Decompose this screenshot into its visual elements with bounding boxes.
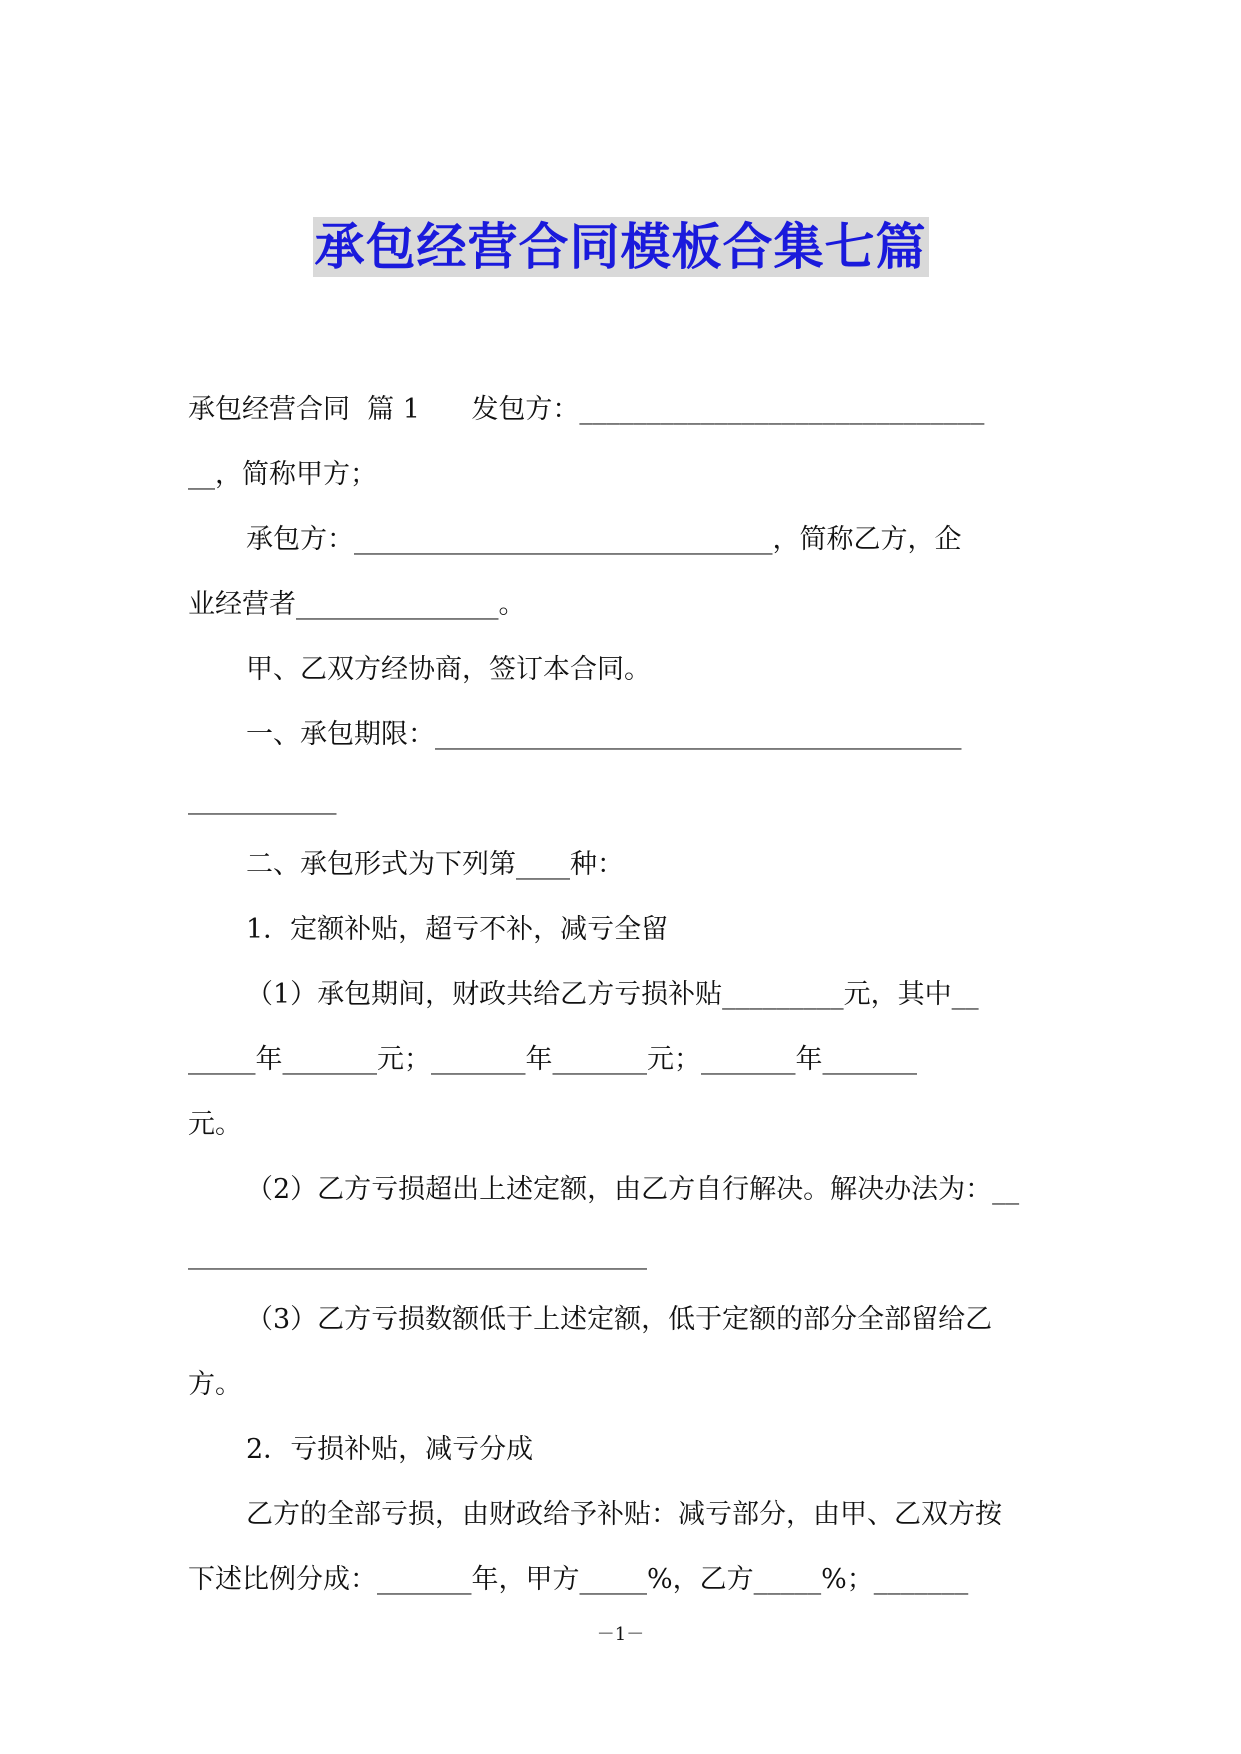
body-line: （3）乙方亏损数额低于上述定额，低于定额的部分全部留给乙 <box>246 1304 993 1335</box>
body-line: 甲、乙双方经协商，签订本合同。 <box>246 654 651 685</box>
body-line: __，简称甲方； <box>188 459 377 490</box>
body-line: 下述比例分成：_______年，甲方_____%，乙方_____%；_______ <box>188 1564 969 1595</box>
body-line: 方。 <box>188 1369 242 1400</box>
body-line: 业经营者_______________。 <box>188 589 526 620</box>
body-line: __________________________________ <box>188 1239 647 1270</box>
body-line: 承包经营合同 篇 1 发包方：______________________________ <box>188 394 985 425</box>
body-line: 二、承包形式为下列第____种： <box>246 849 624 880</box>
page-number: －1－ <box>596 1624 645 1645</box>
body-line: 1．定额补贴，超亏不补，减亏全留 <box>246 914 669 945</box>
title-container <box>0 217 1241 277</box>
body-line: 2．亏损补贴，减亏分成 <box>246 1434 534 1465</box>
body-line: （1）承包期间，财政共给乙方亏损补贴_________元，其中__ <box>246 979 979 1010</box>
body-line: 一、承包期限：_______________________________________ <box>246 719 962 750</box>
body-line: 元。 <box>188 1109 242 1140</box>
body-line: 承包方：_______________________________，简称乙方，企 <box>246 524 962 555</box>
document-title: 承包经营合同模板合集七篇 <box>314 218 927 276</box>
body-line: （2）乙方亏损超出上述定额，由乙方自行解决。解决办法为：__ <box>246 1174 1020 1205</box>
body-line: _____年_______元；_______年_______元；_______年_______ <box>188 1044 917 1075</box>
body-line: ___________ <box>188 784 337 815</box>
body-line: 乙方的全部亏损，由财政给予补贴：减亏部分，由甲、乙双方按 <box>246 1499 1002 1530</box>
